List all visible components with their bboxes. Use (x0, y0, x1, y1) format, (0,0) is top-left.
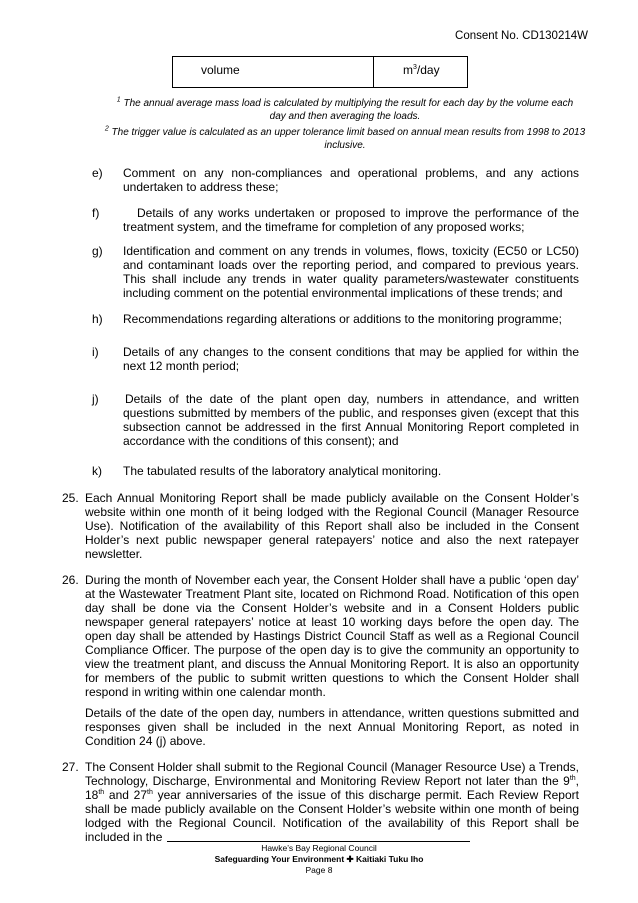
footnote-2: $^2$ The trigger value is calculated as an upper tolerance limit based on annual mean results from 1998 to 2013 inclusive. (104, 125, 586, 151)
footer-page-number: Page 8 (305, 865, 333, 875)
condition-25-label: 25. (62, 491, 79, 505)
item-i-label: i) (92, 345, 99, 359)
footnote-1: $^1$ The annual average mass load is calculated by multiplying the result for each day by the volume each day and then averaging the loads. (116, 96, 574, 122)
footer-slogan: Safeguarding Your Environment ✚ Kaitiaki Tuku Iho (214, 854, 424, 864)
item-i-text: Details of any changes to the consent conditions that may be applied for within the next 12 month period; (123, 345, 579, 373)
footer-divider (167, 841, 470, 842)
item-g-label: g) (92, 244, 103, 258)
table-cell-unit: $m^3$/day (403, 63, 440, 77)
item-f-label: f) (92, 206, 100, 220)
footer-org: Hawke’s Bay Regional Council (261, 843, 377, 853)
item-e-text: Comment on any non-compliances and operational problems, and any actions undertaken to address these; (123, 166, 579, 194)
item-k-text: The tabulated results of the laboratory analytical monitoring. (123, 464, 442, 478)
item-e-label: e) (92, 166, 103, 180)
item-h-text: Recommendations regarding alterations or additions to the monitoring programme; (123, 312, 562, 326)
units-table (172, 56, 468, 88)
item-f-text: Details of any works undertaken or proposed to improve the performance of the treatment system, and the timeframe for completion of any proposed works; (123, 206, 579, 234)
item-k-label: k) (92, 464, 102, 478)
cross-icon: ✚ (346, 854, 354, 864)
condition-25-text: Each Annual Monitoring Report shall be made publicly available on the Consent Holder’s website within one month of it being lodged with the Regional Council (Manager Resource Use). Notification of the availability of this Report shall also be included in the Consent Holder’s next public newspaper general ratepayers’ notice and also the next ratepayer newsletter. (85, 491, 579, 561)
item-j-text: Details of the date of the plant open day, numbers in attendance, and written questions submitted by members of the public, and responses given (except that this subsection cannot be addressed in the first Annual Monitoring Report completed in accordance with the conditions of this consent); and (123, 392, 579, 448)
condition-27-text: The Consent Holder shall submit to the Regional Council (Manager Resource Use) a Trends, Technology, Discharge, Environmental and Monitoring Review Report not later than the 9th, 18th and 27th year anniversaries of the issue of this discharge permit. Each Review Report shall be made publicly available on the Consent Holder’s website within one month of being lodged with the Regional Council. Notification of the availability of this Report shall be included in the (85, 760, 579, 844)
consent-number: Consent No. CD130214W (455, 30, 588, 42)
item-h-label: h) (92, 312, 103, 326)
condition-26-text: During the month of November each year, the Consent Holder shall have a public ‘open day’ at the Wastewater Treatment Plant site, located on Richmond Road. Notification of this open day shall be done via the Consent Holder’s website and in a Consent Holders public newspaper general ratepayers’ notice at least 10 working days before the open day. The open day shall be attended by Hastings District Council Staff as well as a Regional Council Compliance Officer. The purpose of the open day is to give the community an opportunity to view the treatment plant, and discuss the Annual Monitoring Report. It is also an opportunity for members of the public to submit written questions to which the Consent Holder shall respond in writing within one calendar month. (85, 573, 579, 699)
item-g-text: Identification and comment on any trends in volumes, flows, toxicity (EC50 or LC50) and contaminant loads over the reporting period, and compared to previous years. This shall include any trends in water quality parameters/wastewater constituents including comment on the potential environmental implications of these trends; and (123, 244, 579, 300)
item-j-label: j) (92, 392, 99, 406)
condition-27-label: 27. (62, 760, 79, 774)
condition-26-label: 26. (62, 573, 79, 587)
condition-26-para2: Details of the date of the open day, numbers in attendance, written questions submitted and responses given shall be included in the next Annual Monitoring Report, as noted in Condition 24 (j) above. (85, 706, 579, 748)
table-cell-volume: volume (201, 63, 240, 77)
